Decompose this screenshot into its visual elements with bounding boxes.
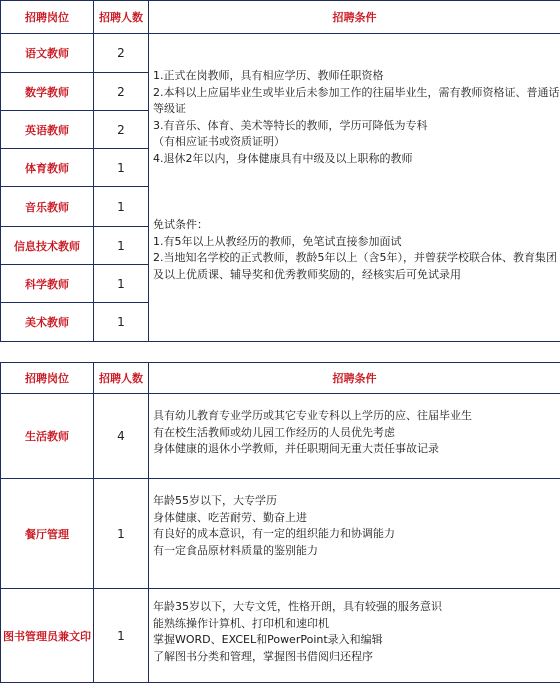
condition-line: 2.本科以上应届毕业生或毕业后未参加工作的往届毕业生，需有教师资格证、普通话等级证	[153, 85, 560, 115]
count-cell: 2	[94, 111, 149, 149]
conditions-cell	[149, 394, 560, 479]
header-conditions: 招聘条件	[149, 363, 560, 394]
table2-header-row	[1, 363, 560, 394]
position-cell: 音乐教师	[1, 187, 94, 227]
table1-header-row	[1, 1, 560, 34]
count-cell: 2	[94, 73, 149, 111]
teacher-conditions-cell	[149, 34, 560, 342]
condition-line: 身体健康、吃苦耐劳、勤奋上进	[153, 510, 307, 524]
header-count: 招聘人数	[94, 363, 149, 394]
position-cell: 信息技术教师	[1, 227, 94, 265]
condition-line: 3.有音乐、体育、美术等特长的教师，学历可降低为专科	[153, 118, 428, 132]
exempt-line: 1.有5年以上从教经历的教师，免笔试直接参加面试	[153, 234, 402, 248]
table-row	[1, 589, 560, 683]
conditions-cell	[149, 589, 560, 683]
condition-line: 有良好的成本意识，有一定的组织能力和协调能力	[153, 527, 395, 540]
count-cell: 1	[94, 187, 149, 227]
position-cell: 科学教师	[1, 265, 94, 303]
condition-line: 有一定食品原材料质量的鉴别能力	[153, 543, 318, 557]
condition-line: （有相应证书或资质证明）	[153, 135, 285, 148]
condition-line: 年龄35岁以下，大专文凭，性格开朗，具有较强的服务意识	[153, 600, 442, 613]
position-cell: 生活教师	[1, 394, 94, 479]
position-cell: 体育教师	[1, 149, 94, 187]
exempt-line: 2.当地知名学校的正式教师，教龄5年以上（含5年），并曾获学校联合体、教育集团及以上优质课、辅导奖和优秀教师奖励的，经核实后可免试录用	[153, 251, 557, 281]
count-cell: 1	[94, 227, 149, 265]
position-cell: 英语教师	[1, 111, 94, 149]
table-row	[1, 479, 560, 589]
condition-line: 了解图书分类和管理，掌握图书借阅归还程序	[153, 649, 373, 663]
position-cell: 语文教师	[1, 34, 94, 73]
count-cell: 1	[94, 303, 149, 342]
position-cell: 美术教师	[1, 303, 94, 342]
condition-line: 能熟练操作计算机、打印机和速印机	[153, 616, 329, 630]
header-conditions: 招聘条件	[149, 1, 560, 34]
count-cell: 1	[94, 589, 149, 683]
position-cell: 图书管理员兼文印	[1, 589, 94, 683]
condition-line: 1.正式在岗教师，具有相应学历、教师任职资格	[153, 69, 384, 82]
position-cell: 数学教师	[1, 73, 94, 111]
condition-line: 有在校生活教师或幼儿园工作经历的人员优先考虑	[153, 425, 395, 439]
condition-line: 身体健康的退休小学教师，并任职期间无重大责任事故记录	[153, 442, 439, 455]
condition-line: 具有幼儿教育专业学历或其它专业专科以上学历的应、往届毕业生	[153, 409, 472, 422]
count-cell: 1	[94, 149, 149, 187]
conditions-cell	[149, 479, 560, 589]
header-position: 招聘岗位	[1, 363, 94, 394]
count-cell: 2	[94, 34, 149, 73]
header-count: 招聘人数	[94, 1, 149, 34]
count-cell: 1	[94, 479, 149, 589]
position-cell: 餐厅管理	[1, 479, 94, 589]
count-cell: 4	[94, 394, 149, 479]
exempt-title: 免试条件：	[153, 218, 208, 231]
condition-line: 4.退休2年以内，身体健康具有中级及以上职称的教师	[153, 151, 413, 165]
table-row	[1, 34, 560, 73]
condition-line: 年龄55岁以下，大专学历	[153, 494, 277, 507]
recruitment-table-staff	[0, 362, 560, 683]
header-position: 招聘岗位	[1, 1, 94, 34]
condition-line: 掌握WORD、EXCEL和PowerPoint录入和编辑	[153, 633, 383, 646]
table-row	[1, 394, 560, 479]
count-cell: 1	[94, 265, 149, 303]
